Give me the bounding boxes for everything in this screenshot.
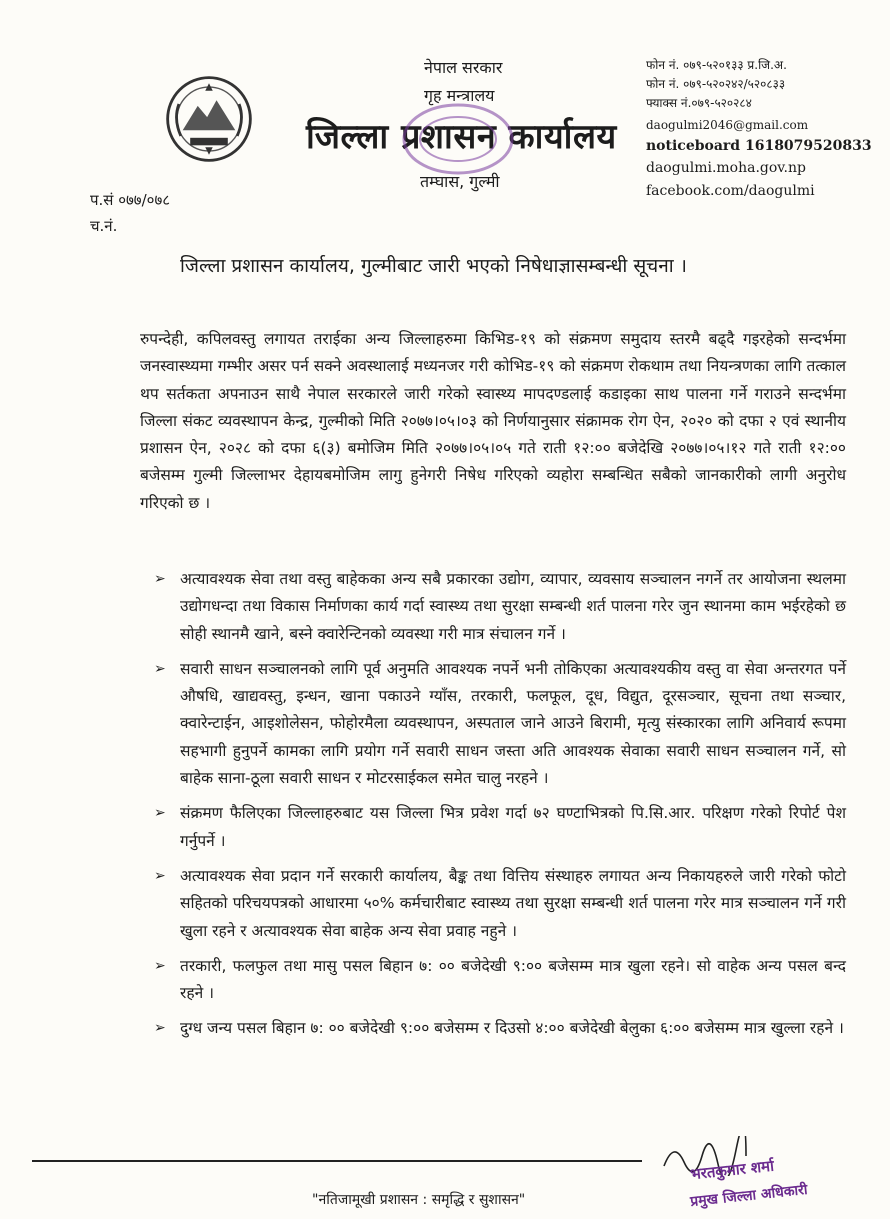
list-item: ➢ सवारी साधन सञ्चालनको लागि पूर्व अनुमति आवश्यक नपर्ने भनी तोकिएका अत्यावश्यकीय वस्तु वा सेवा अन्तरगत पर्ने औषधि, खाद्यवस्तु, इन्धन, खाना पकाउने ग्याँस, तरकारी, फलफूल, दूध, विद्युत, दूरसञ्चार, सूचना तथा सञ्चार, क्वारेन्टाईन, आइशोलेसन, फोहोरमैला व्यवस्थापन, अस्पताल जाने आउने बिरामी, मृत्यु संस्कारका लागि अनिवार्य रूपमा सहभागी हुनुपर्ने कामका लागि प्रयोग गर्ने सवारी साधन जस्ता अति आवश्यक सेवाका सवारी साधन सञ्चालन गर्ने, सो बाहेक साना-ठूला सवारी साधन र मोटरसाईकल समेत चालु नरहने ।: [140, 656, 846, 792]
phone-1: फोन नं. ०७९-५२०१३३ प्र.जि.अ.: [646, 58, 787, 72]
office-stamp-icon: [398, 100, 518, 178]
dispatch-number: च.नं.: [90, 217, 118, 235]
contact-block: [646, 56, 886, 202]
letter-number: प.सं ०७७/०७८: [90, 191, 171, 209]
page-title: जिल्ला प्रशासन कार्यालय: [306, 117, 617, 157]
arrow-bullet-icon: ➢: [154, 957, 166, 974]
website: daogulmi.moha.gov.np: [646, 160, 806, 177]
list-item: ➢ दुग्ध जन्य पसल बिहान ७: ०० बजेदेखी ९:०० बजेसम्म र दिउसो ४:०० बजेदेखी बेलुका ६:०० बजेसम्म मात्र खुल्ला रहने ।: [140, 1015, 846, 1042]
arrow-bullet-icon: ➢: [154, 867, 166, 884]
arrow-bullet-icon: ➢: [154, 660, 166, 677]
list-item: ➢ तरकारी, फलफुल तथा मासु पसल बिहान ७: ०० बजेदेखी ९:०० बजेसम्म मात्र खुला रहने। सो वाहेक अन्य पसल बन्द रहने ।: [140, 953, 846, 1008]
arrow-bullet-icon: ➢: [154, 1020, 166, 1037]
facebook: facebook.com/daogulmi: [646, 182, 815, 199]
arrow-bullet-icon: ➢: [154, 571, 166, 587]
footer-motto: "नतिजामूखी प्रशासन : समृद्धि र सुशासन": [312, 1192, 526, 1208]
email: daogulmi2046@gmail.com: [646, 117, 809, 132]
list-item: ➢ अत्यावश्यक सेवा प्रदान गर्ने सरकारी कार्यालय, बैङ्क तथा वित्तिय संस्थाहरु लगायत अन्य निकायहरुले जारी गरेको फोटो सहितको परिचयपत्रको आधारमा ५०% कर्मचारीबाट स्वास्थ्य तथा सुरक्षा सम्बन्धी शर्त पालना गरेर मात्र सञ्चालन गर्ने गरी खुला रहने र अत्यावश्यक सेवा बाहेक अन्य सेवा प्रवाह नहुने ।: [140, 863, 846, 945]
prohibition-list: [140, 566, 846, 1051]
header-ministry: गृह मन्त्रालय: [424, 86, 495, 105]
fax: फ्याक्स नं.०७९-५२०२८४: [646, 96, 752, 111]
footer-divider: [32, 1160, 642, 1162]
signatory-name: भरतकुमार शर्मा: [689, 1156, 775, 1184]
list-item: ➢ अत्यावश्यक सेवा तथा वस्तु बाहेकका अन्य सबै प्रकारका उद्योग, व्यापार, व्यवसाय सञ्चालन नगर्ने तर आयोजना स्थलमा उद्योगधन्दा तथा विकास निर्माणका कार्य गर्दा स्वास्थ्य तथा सुरक्षा सम्बन्धी शर्त पालना गरेर जुन स्थानमा काम भईरहेको छ सोही स्थानमै खाने, बस्ने क्वारेन्टिनको व्यवस्था गरी मात्र संचालन गर्ने ।: [140, 566, 846, 648]
body-paragraph: रुपन्देही, कपिलवस्तु लगायत तराईका अन्य जिल्लाहरुमा किभिड-१९ को संक्रमण समुदाय स्तरमै बढ्दै गइरहेको सन्दर्भमा जनस्वास्थ्यमा गम्भीर असर पर्न सक्ने अवस्थालाई मध्यनजर गरी कोभिड-१९ को संक्रमण रोकथाम तथा नियन्त्रणका लागि तत्काल थप सर्तकता अपनाउन साथै नेपाल सरकारले जारी गरेको स्वास्थ्य मापदण्डलाई कडाइका साथ पालना गर्ने गराउने सन्दर्भमा जिल्ला संकट व्यवस्थापन केन्द्र, गुल्मीको मिति २०७७।०५।०३ को निर्णयानुसार संक्रामक रोग ऐन, २०२० को दफा २ एवं स्थानीय प्रशासन ऐन, २०२८ को दफा ६(३) बमोजिम मिति २०७७।०५।०५ गते राती १२:०० बजेदेखि २०७७।०५।१२ गते राती १२:०० बजेसम्म गुल्मी जिल्लाभर देहायबमोजिम लागु हुनेगरी निषेध गरिएको व्यहोरा सम्बन्धित सबैको जानकारीको लागी अनुरोध गरिएको छ ।: [140, 330, 846, 512]
header-government: नेपाल सरकार: [424, 58, 503, 77]
noticeboard: noticeboard 1618079520833: [646, 137, 872, 154]
signatory-title: प्रमुख जिल्ला अधिकारी: [689, 1181, 809, 1211]
header-location: तम्घास, गुल्मी: [420, 172, 500, 191]
subject-line: जिल्ला प्रशासन कार्यालय, गुल्मीबाट जारी भएको निषेधाज्ञासम्बन्धी सूचना ।: [180, 255, 687, 277]
list-item: ➢ संक्रमण फैलिएका जिल्लाहरुबाट यस जिल्ला भित्र प्रवेश गर्दा ७२ घण्टाभित्रको पि.सि.आर. परिक्षण गरेको रिपोर्ट पेश गर्नुपर्ने ।: [140, 800, 846, 855]
nepal-emblem-icon: [162, 72, 256, 166]
arrow-bullet-icon: ➢: [154, 805, 166, 822]
phone-2: फोन नं. ०७९-५२०२४२/५२०८३३: [646, 77, 786, 92]
